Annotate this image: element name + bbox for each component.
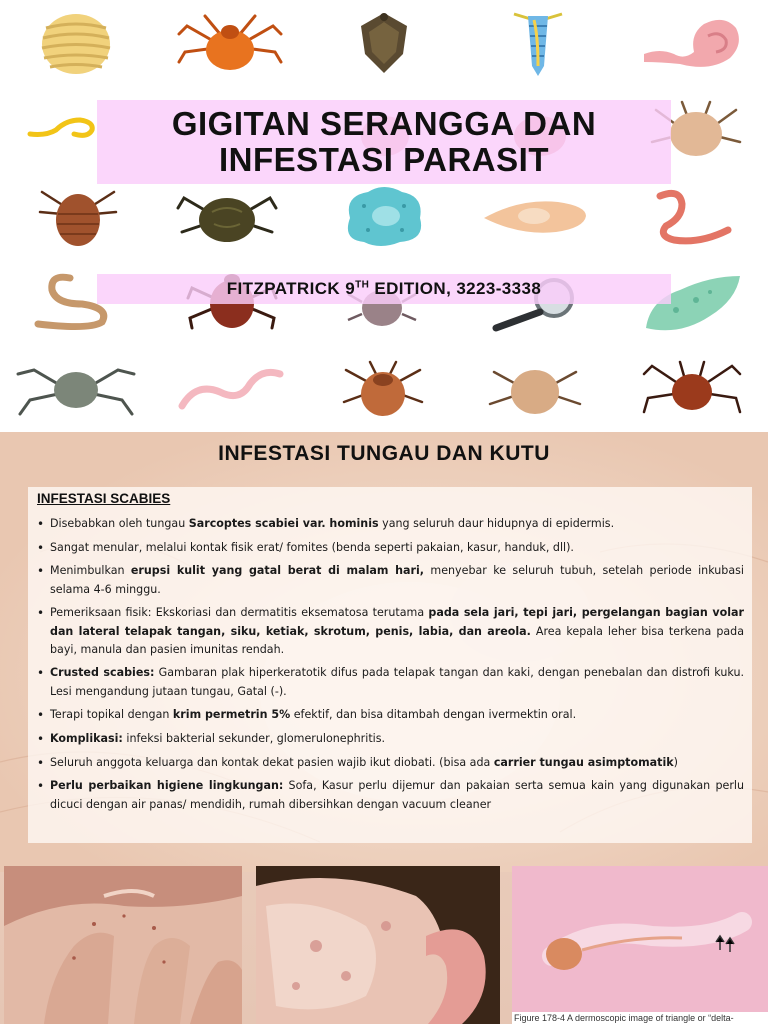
stomach-icon xyxy=(640,14,744,70)
subtitle-text-start: FITZPATRICK 9 xyxy=(226,279,356,298)
bullet-text: Seluruh anggota keluarga dan kontak dekat pasien wajib ikut diobati. (bisa ada xyxy=(50,755,494,769)
title-slide xyxy=(0,0,768,430)
brown-tick-icon xyxy=(36,184,120,248)
dark-mite-icon xyxy=(176,188,278,246)
bullet-text: Gambaran plak hiperkeratotik difus pada telapak tangan dan kaki, dengan penebalan dan distrofi kuku. Lesi mengandung jutaan tungau, Gatal (-). xyxy=(50,666,745,698)
wasp-nest-icon xyxy=(38,10,114,76)
bullet-bold-text: pada sela jari, tepi jari, pergelangan bagian volar dan lateral telapak tangan, siku, ketiak, skrotum, penis, labia, dan areola. xyxy=(50,606,744,638)
infant-ear-crusted-photo xyxy=(256,866,500,1024)
bullet-text: Disebabkan oleh tungau xyxy=(50,517,189,530)
bullet-item xyxy=(37,515,744,533)
bullet-text: yang seluruh daur hidupnya di epidermis. xyxy=(378,517,615,530)
hand-scabies-photo xyxy=(4,866,242,1024)
section-heading: INFESTASI SCABIES xyxy=(37,491,171,506)
bullet-text: Area kepala leher bisa terkena pada bayi, manula dan pasien imunitas rendah. xyxy=(50,624,744,656)
yellow-worm-icon xyxy=(26,112,102,142)
bullet-text: efektif, dan bisa ditambah dengan ivermektin oral. xyxy=(290,708,577,722)
bullet-item xyxy=(37,754,744,772)
bullet-bold-text: Komplikasi: xyxy=(50,732,123,746)
orange-mite-icon xyxy=(175,12,285,74)
bullet-item xyxy=(37,539,744,557)
bullet-text: Menimbulkan xyxy=(50,564,131,578)
subtitle-text-end: EDITION, 3223-3338 xyxy=(369,279,542,298)
content-slide xyxy=(0,432,768,1024)
dermoscopy-mite-photo xyxy=(512,866,768,1024)
title-banner xyxy=(97,100,671,184)
bullet-item xyxy=(37,664,744,700)
bullet-item xyxy=(37,562,744,598)
bullet-item xyxy=(37,604,744,659)
bullet-list xyxy=(37,515,744,814)
slide-title: INFESTASI TUNGAU DAN KUTU xyxy=(218,442,550,465)
title-line-2: INFESTASI PARASIT xyxy=(219,141,549,178)
beige-tick-icon xyxy=(486,358,584,420)
figure-caption: Figure 178-4 A dermoscopic image of triangle or “delta- xyxy=(512,1012,768,1024)
bullet-text: ) xyxy=(673,755,678,769)
red-spider-tick-icon xyxy=(640,358,744,420)
scabies-content-panel xyxy=(28,487,752,843)
tick-shield-icon xyxy=(355,10,413,76)
subtitle xyxy=(227,279,541,299)
bullet-item xyxy=(37,777,744,813)
bullet-text: menyebar ke seluruh tubuh, setelah periode inkubasi selama 4-6 minggu. xyxy=(50,564,745,596)
bullet-bold-text: Sarcoptes scabiei var. hominis xyxy=(188,517,379,530)
bullet-text: infeksi bakterial sekunder, glomerulonephritis. xyxy=(122,732,386,746)
bullet-bold-text: erupsi kulit yang gatal berat di malam hari, xyxy=(130,564,425,578)
bullet-text: Terapi topikal dengan xyxy=(50,708,173,722)
bullet-bold-text: carrier tungau asimptomatik xyxy=(493,755,674,769)
gray-spider-mite-icon xyxy=(14,360,138,416)
teal-amoeba-icon xyxy=(340,182,428,250)
subtitle-superscript: TH xyxy=(355,279,370,291)
copper-tick-icon xyxy=(340,358,426,420)
bullet-text: Sofa, Kasur perlu dijemur dan pakaian serta semua kain yang digunakan perlu dicuci dengan air panas/ mendidih, rumah dibersihkan dengan vacuum cleaner xyxy=(50,779,744,811)
bullet-item xyxy=(37,730,744,748)
bullet-bold-text: krim permetrin 5% xyxy=(172,708,291,722)
bullet-text: Sangat menular, melalui kontak fisik erat/ fomites (benda seperti pakaian, kasur, handuk, dll). xyxy=(50,540,574,554)
bullet-text: Pemeriksaan fisik: Ekskoriasi dan dermatitis eksematosa terutama xyxy=(50,606,429,620)
pink-roundworm-icon xyxy=(650,186,734,246)
bullet-bold-text: Crusted scabies: xyxy=(50,666,155,680)
pink-thread-worm-icon xyxy=(176,362,286,414)
bullet-bold-text: Perlu perbaikan higiene lingkungan: xyxy=(50,779,284,793)
sperm-protozoa-icon xyxy=(480,192,590,240)
title-line-1: GIGITAN SERANGGA DAN xyxy=(171,105,597,142)
subtitle-banner xyxy=(97,274,671,304)
bullet-item xyxy=(37,706,744,724)
centipede-larva-icon xyxy=(508,6,568,78)
